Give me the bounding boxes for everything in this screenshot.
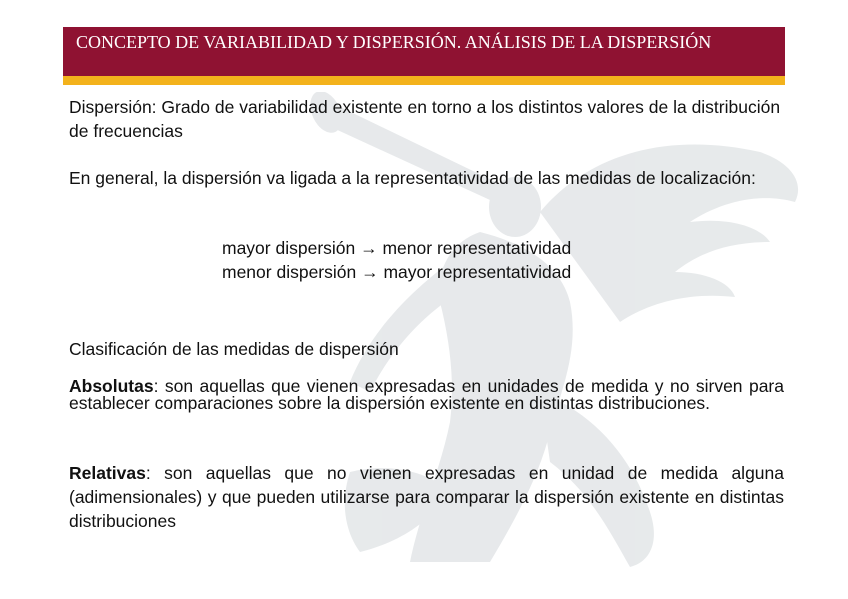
absolutas-paragraph xyxy=(69,378,784,412)
relation-line-2: menor dispersión → mayor representatividad xyxy=(222,262,572,282)
absolutas-term: Absolutas xyxy=(69,376,154,396)
definition-paragraph: Dispersión: Grado de variabilidad existente en torno a los distintos valores de la distribución de frecuencias xyxy=(69,97,781,141)
absolutas-text: : son aquellas que vienen expresadas en unidades de medida y no sirven para establecer comparaciones sobre la dispersión existente en distintas distribuciones. xyxy=(69,376,784,413)
relativas-term: Relativas xyxy=(69,463,146,483)
title-accent-bar xyxy=(63,76,785,85)
relation-line-1: mayor dispersión → menor representatividad xyxy=(222,238,572,258)
general-paragraph: En general, la dispersión va ligada a la representatividad de las medidas de localización: xyxy=(69,168,756,188)
relativas-paragraph xyxy=(69,461,784,533)
classification-heading: Clasificación de las medidas de dispersión xyxy=(69,339,399,359)
relativas-text: : son aquellas que no vienen expresadas en unidad de medida alguna (adimensionales) y que pueden utilizarse para comparar la dispersión existente en distintas distribuciones xyxy=(69,463,784,531)
slide-title: CONCEPTO DE VARIABILIDAD Y DISPERSIÓN. ANÁLISIS DE LA DISPERSIÓN xyxy=(76,32,712,52)
